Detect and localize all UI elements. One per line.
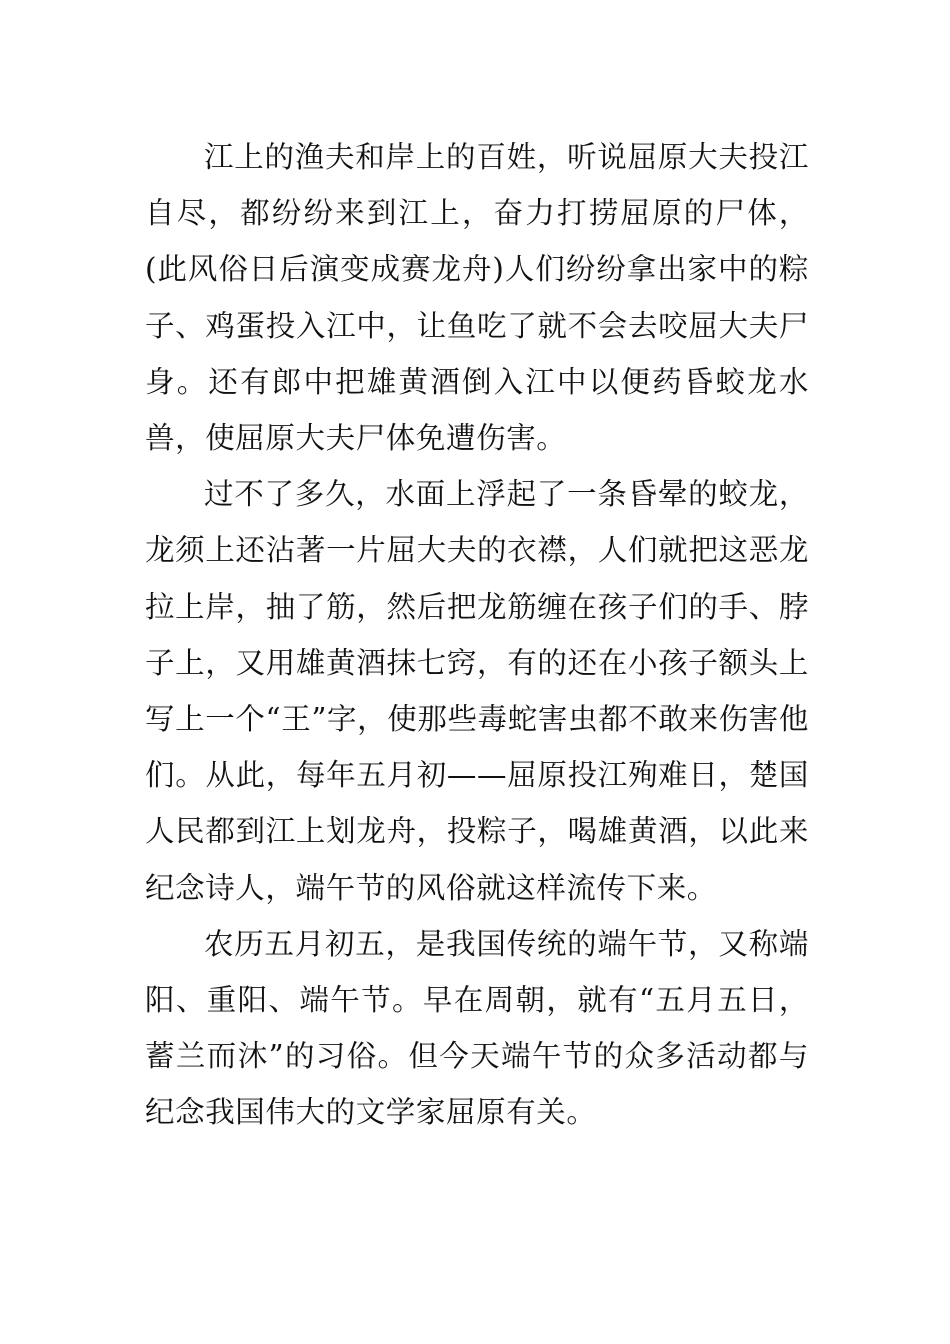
paragraph-quyuan-rescue: 江上的渔夫和岸上的百姓，听说屈原大夫投江自尽，都纷纷来到江上，奋力打捞屈原的尸体，(此风俗日后演变成赛龙舟)人们纷纷拿出家中的粽子、鸡蛋投入江中，让鱼吃了就不会去咬屈大夫尸身。还有郎中把雄黄酒倒入江中以便药昏蛟龙水兽，使屈原大夫尸体免遭伤害。	[145, 140, 809, 456]
paragraph-dragon-legend: 过不了多久，水面上浮起了一条昏晕的蛟龙，龙须上还沾著一片屈大夫的衣襟，人们就把这恶龙拉上岸，抽了筋，然后把龙筋缠在孩子们的手、脖子上，又用雄黄酒抹七窍，有的还在小孩子额头上写上一个“王”字，使那些毒蛇害虫都不敢来伤害他们。从此，每年五月初——屈原投江殉难日，楚国人民都到江上划龙舟，投粽子，喝雄黄酒，以此来纪念诗人，端午节的风俗就这样流传下来。	[145, 477, 809, 905]
document-body	[145, 129, 809, 1141]
paragraph-festival-origin: 农历五月初五，是我国传统的端午节，又称端阳、重阳、端午节。早在周朝，就有“五月五日，蓄兰而沐”的习俗。但今天端午节的众多活动都与纪念我国伟大的文学家屈原有关。	[145, 926, 809, 1130]
